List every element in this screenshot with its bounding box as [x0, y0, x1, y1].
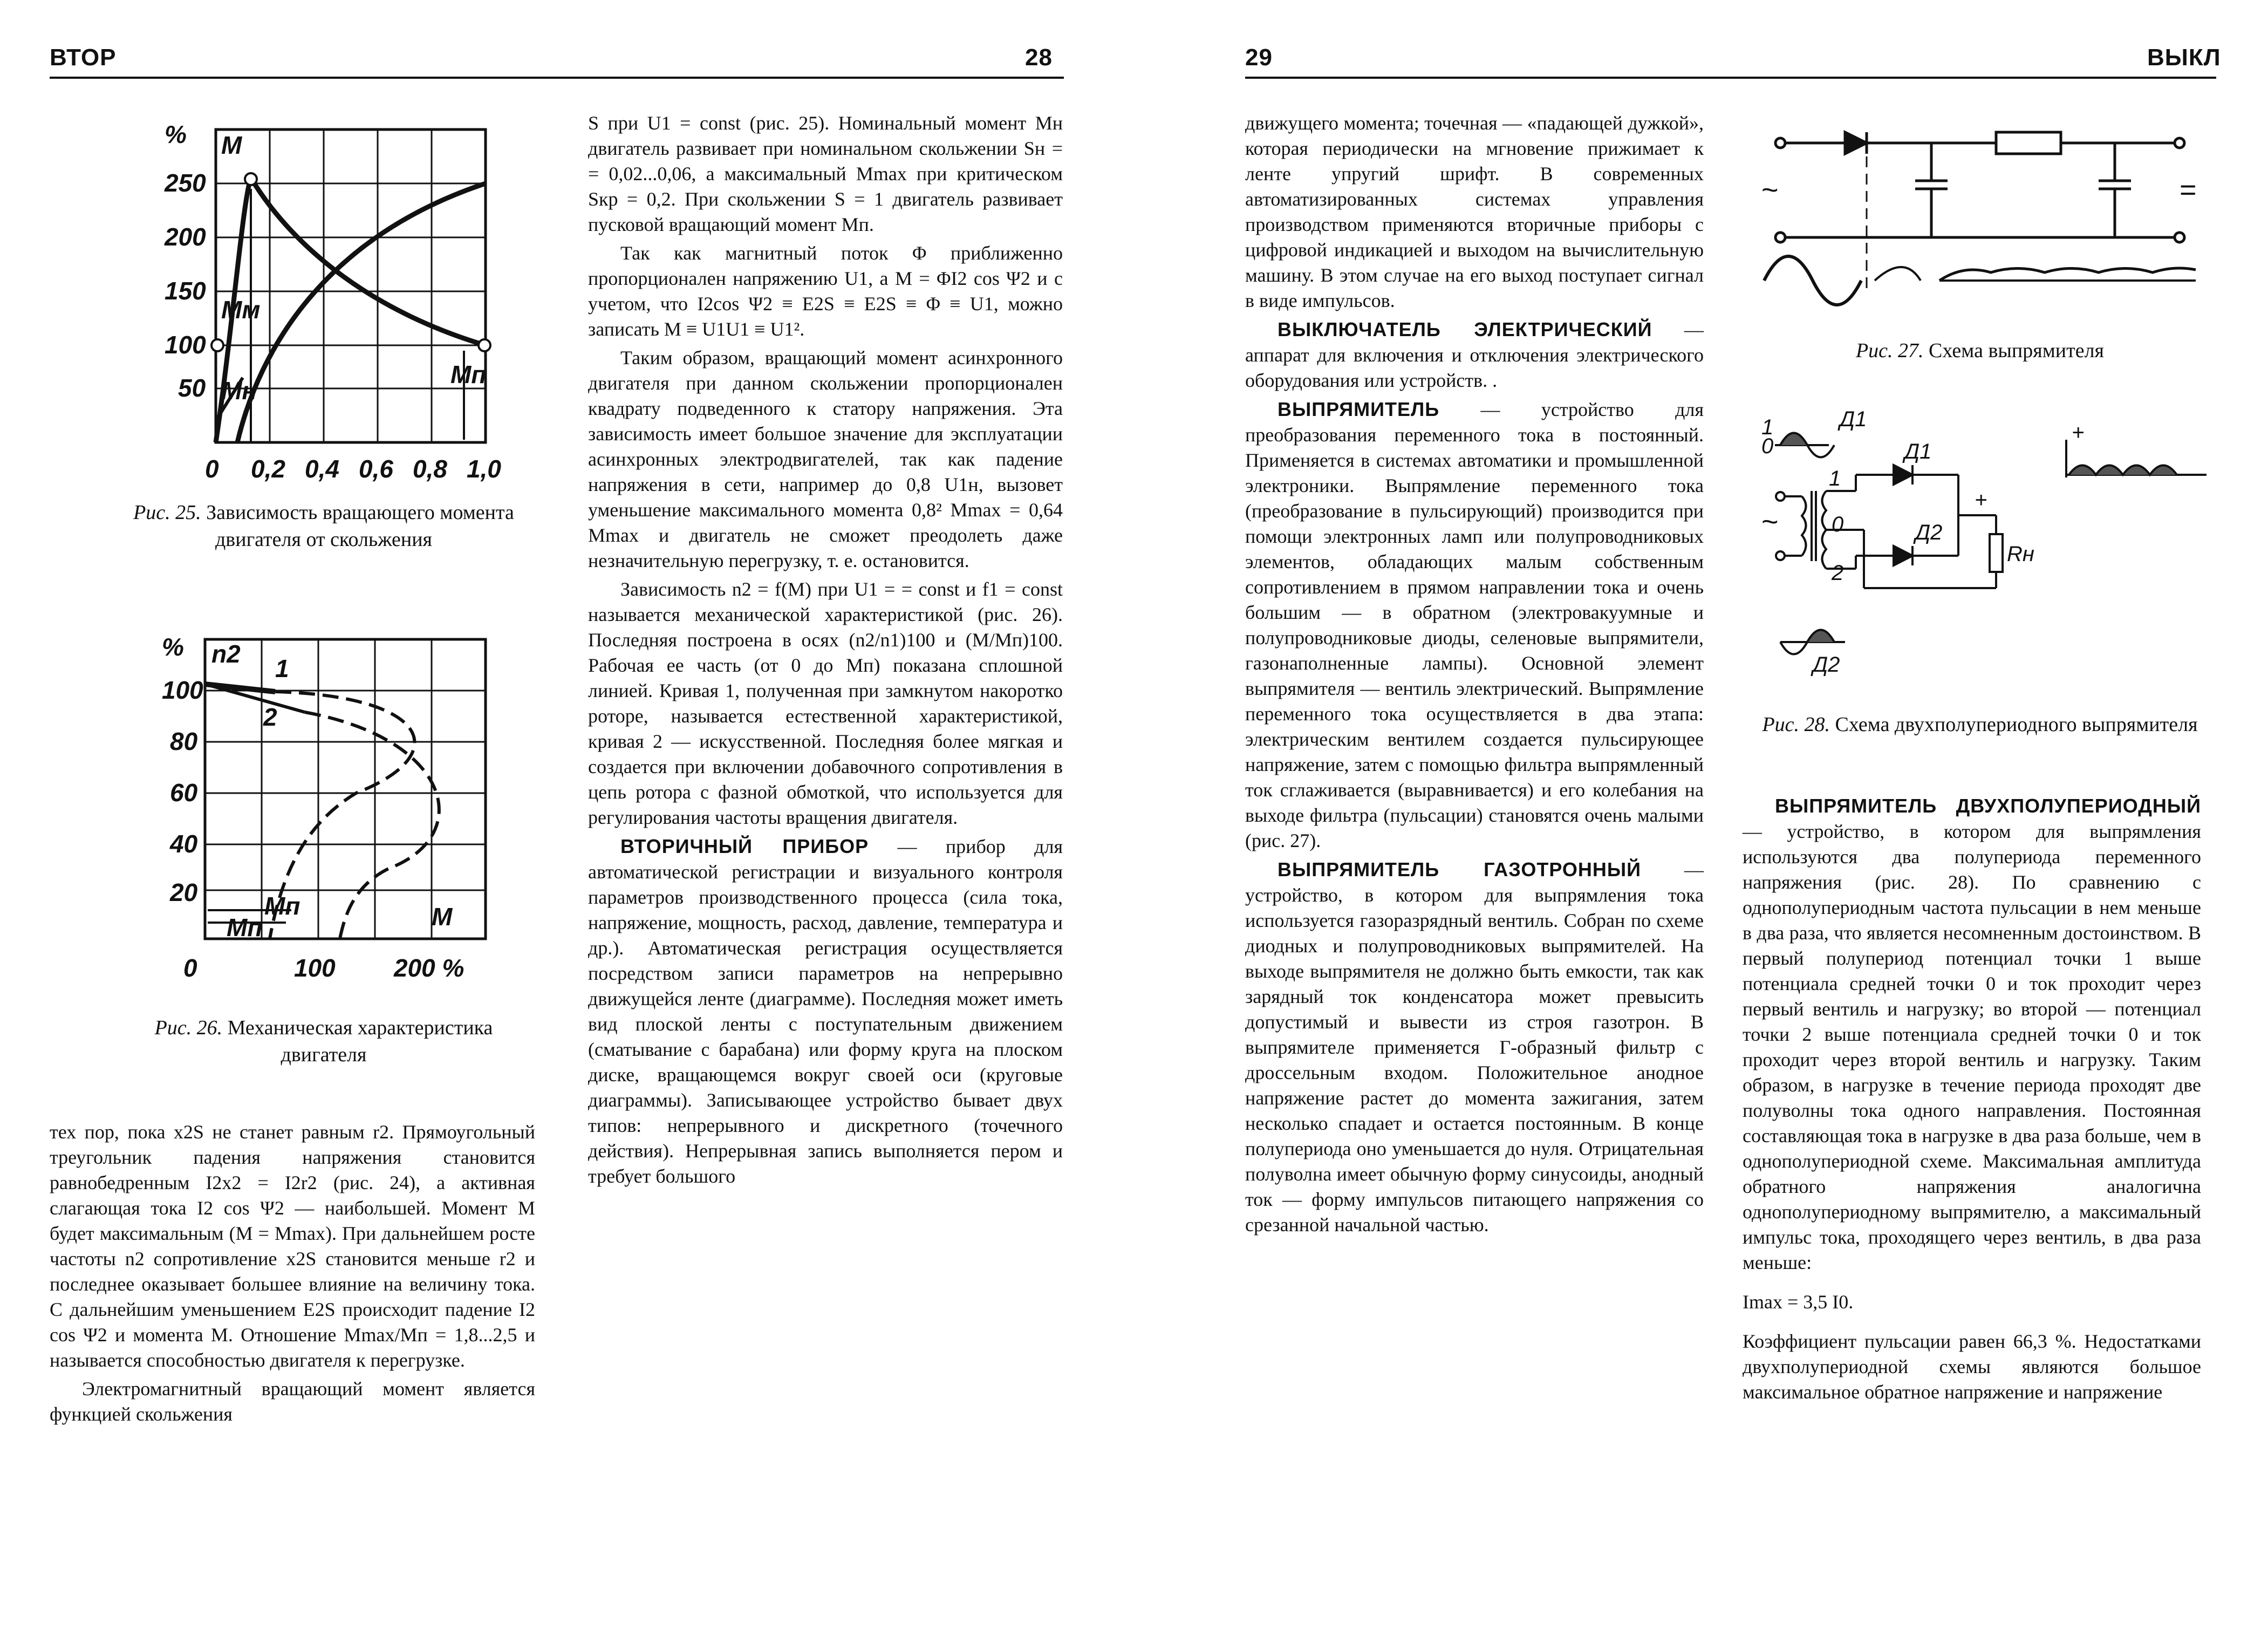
fig28-label-zero: 0 [1761, 434, 1774, 458]
entry-term: ВТОРИЧНЫЙ ПРИБОР [620, 835, 869, 857]
entry-body: — прибор для автоматической регистрации и визуального контроля параметров производственного процесса (сила тока, напряжение, мощность, расход, давление, температура и др.). Автоматическая регистрация осуществляется посредством записи параметров на непрерывно движущейся ленте (диаграмме). Последняя может иметь вид плоской ленты с поступательным движением (сматывание с барабана) или форму круга на плоском диске, вращающемся вокруг своей оси (круговые диаграммы). Записывающее устройство бывает двух типов: непрерывного и дискретного (точечного действия). Непрерывная запись выполняется пером и требует большого [588, 836, 1063, 1187]
right-running-head: ВЫКЛ [2147, 44, 2221, 71]
fig28-label-d1: Д1 [1840, 407, 1867, 431]
column-3-text [1245, 111, 1704, 1238]
right-page-number: 29 [1245, 44, 1273, 71]
fig26-label-mp2: Mп [227, 913, 263, 941]
fig25-x-tick: 0,6 [359, 455, 393, 483]
fig25-x-tick: 0,8 [413, 455, 447, 483]
fig28-label-one-node: 1 [1829, 467, 1841, 490]
fig26-label-mp1: Mп [264, 892, 300, 920]
figure-26-caption-label: Рис. 26. [154, 1016, 223, 1039]
fig25-y-unit: % [165, 120, 187, 148]
fig26-y-tick: 60 [170, 779, 198, 807]
fig25-y-tick: 250 [165, 169, 206, 197]
fig25-y-tick: 100 [165, 331, 206, 359]
col4-paragraph: Коэффициент пульсации равен 66,3 %. Недостатками двухполупериодной схемы являются большое максимальное обратное напряжение и напряжение [1743, 1330, 2201, 1403]
fig25-label-mp: Mп [450, 360, 487, 388]
fig25-y-tick: 200 [165, 223, 206, 251]
fig26-y-tick: 80 [170, 727, 198, 755]
fig26-y-tick: 20 [170, 878, 198, 906]
fig27-ac-symbol: ~ [1761, 174, 1779, 206]
fig26-label-curve2: 2 [263, 703, 277, 731]
fig26-label-curve1: 1 [275, 654, 289, 682]
fig26-y-tick: 40 [170, 830, 198, 858]
fig25-x-tick: 0,4 [305, 455, 339, 483]
figure-28-caption-text: Схема двухполупериодного выпрямителя [1835, 713, 2198, 736]
entry-body: — устройство, в котором для выпрямления используются два полупериода переменного напряжения (рис. 28). По сравнению с однополупериодным частота пульсации в нем меньше в два раза, что является несомненным достоинством. В первый полупериод потенциал точки 1 выше потенциала средней точки 0 и ток проходит через первый вентиль и нагрузку; во второй — потенциал точки 2 выше потенциала средней точки 0 и ток проходит через второй вентиль и нагрузку. Таким образом, в нагрузке в течение периода проходят две полуволны тока одного направления. Постоянная составляющая тока в нагрузке в два раза больше, чем в однополупериодной схеме. Максимальная амплитуда обратного напряжения аналогична однополупериодному выпрямителю, а максимальный импульс тока, проходящего через вентиль, в два раза меньше: [1743, 821, 2201, 1273]
col3-entry-switch [1245, 317, 1704, 393]
entry-body: — устройство, в котором для выпрямления тока используется газоразрядный вентиль. Собран по схеме диодных и полупроводниковых выпрямителей. На выходе выпрямителя не должно быть емкости, так как зарядный ток конденсатора может превысить допустимый и вывести из строя газотрон. В выпрямителе применяется Г-образный фильтр с дроссельным входом. Положительное анодное напряжение растет до момента зажигания, затем несколько спадает и остается постоянным. В конце полупериода оно уменьшается до нуля. Отрицательная полуволна имеет обычную форму синусоиды, анодный ток — форму импульсов питающего напряжения со срезанной начальной частью. [1245, 859, 1704, 1236]
fig26-label-m: M [432, 903, 453, 931]
fig25-y-tick: 150 [165, 277, 206, 305]
entry-term: ВЫКЛЮЧАТЕЛЬ ЭЛЕКТРИЧЕСКИЙ [1278, 318, 1652, 340]
fig28-label-plus-out: + [2072, 421, 2085, 445]
fig28-label-d2-diode: Д2 [1915, 521, 1943, 544]
column-2-text [588, 111, 1063, 1189]
column-1-text [50, 1120, 535, 1427]
right-header-rule [1245, 77, 2216, 79]
fig25-label-mm: Mм [221, 296, 261, 324]
fig25-label-mn: Mн [221, 377, 257, 405]
fig28-label-d1-diode: Д1 [1904, 440, 1932, 463]
entry-term: ВЫПРЯМИТЕЛЬ ДВУХПОЛУПЕРИОДНЫЙ [1775, 795, 2201, 817]
figure-26-caption-text: Механическая характеристика двигателя [227, 1016, 493, 1066]
figure-28-caption-label: Рис. 28. [1762, 713, 1830, 736]
col2-entry-secondary-instrument [588, 834, 1063, 1189]
entry-body: — аппарат для включения и отключения электрического оборудования или устройств. . [1245, 319, 1704, 391]
col4-formula: Imax = 3,5 I0. [1743, 1291, 1854, 1313]
figure-28-schematic [1748, 399, 2212, 691]
figure-25-caption [124, 499, 523, 553]
col1-paragraph: тех пор, пока x2S не станет равным r2. Прямоугольный треугольник падения напряжения становится равнобедренным I2x2 = I2r2 (рис. 24), а активная слагающая тока I2 cos Ψ2 — наибольшей. Момент M будет максимальным (M = Mmax). При дальнейшем росте частоты n2 сопротивление x2S становится меньше r2 и последнее оказывает большее влияние на величину тока. С дальнейшим уменьшением E2S происходит падение I2 cos Ψ2 и момента M. Отношение Mmax/Mп = 1,8...2,5 и называется способностью двигателя к перегрузке. [50, 1121, 535, 1371]
entry-body: — устройство для преобразования переменного тока в постоянный. Применяется в системах автоматики и промышленной электроники. Выпрямление переменного тока (преобразование в пульсирующий) производится при помощи электронных ламп или полупроводниковых элементов, обладающих малым собственным сопротивлением в прямом направлении тока и очень большим — в обратном (электровакуумные и полупроводниковые диоды, селеновые выпрямители, газонаполненные лампы). Основной элемент выпрямителя — вентиль электрический. Выпрямление переменного тока осуществляется в два этапа: электрическим вентилем создается пульсирующее напряжение, затем с помощью фильтра выпрямленный ток сглаживается (выравнивается) и его колебания на выходе фильтра (пульсации) становятся очень малыми (рис. 27). [1245, 399, 1704, 851]
fig25-x-tick: 0,2 [251, 455, 285, 483]
fig26-y-unit: % [162, 633, 184, 661]
fig26-x-tick: 200 % [394, 954, 464, 982]
figure-27-schematic [1759, 119, 2201, 329]
fig26-label-n2: n2 [211, 640, 241, 668]
left-page-number: 28 [1025, 44, 1053, 71]
column-4-text [1743, 793, 2201, 1405]
figure-27-caption-text: Схема выпрямителя [1929, 339, 2105, 362]
fig25-y-tick: 50 [178, 374, 206, 402]
col2-paragraph: S при U1 = const (рис. 25). Номинальный момент Mн двигатель развивает при номинальном скольжении Sн = = 0,02...0,06, а максимальный Mmax при критическом Sкр = 0,2. При скольжении S = 1 двигатель развивает пусковой вращающий момент Mп. [588, 112, 1063, 235]
fig28-label-two-node: 2 [1832, 561, 1844, 585]
col3-paragraph: движущего момента; точечная — «падающей дужкой», которая периодически на мгновение прижимает к ленте упругий шрифт. В современных автоматизированных системах управления производством применяются вторичные приборы с цифровой индикацией и выходом на вычислительную машину. В этом случае на его выход поступает сигнал в виде импульсов. [1245, 112, 1704, 311]
fig28-label-one: 1 [1761, 415, 1774, 439]
fig28-label-rn: Rн [2007, 542, 2034, 566]
fig26-y-tick: 100 [162, 676, 203, 704]
entry-term: ВЫПРЯМИТЕЛЬ ГАЗОТРОННЫЙ [1278, 858, 1641, 881]
fig28-label-d2-wave: Д2 [1813, 653, 1840, 677]
figure-25-caption-label: Рис. 25. [133, 501, 201, 524]
fig27-dc-symbol: = [2180, 174, 2197, 206]
fig26-x-tick: 0 [183, 954, 197, 982]
left-running-head: ВТОР [50, 44, 117, 71]
figure-27-caption [1759, 337, 2201, 364]
col2-paragraph: Так как магнитный поток Φ приближенно пропорционален напряжению U1, а M = ΦI2 cos Ψ2 и с учетом, что I2cos Ψ2 ≡ E2S ≡ E2S ≡ Φ ≡ U1, можно записать M ≡ U1U1 ≡ U1². [588, 242, 1063, 340]
fig25-x-tick: 0 [205, 455, 219, 483]
entry-term: ВЫПРЯМИТЕЛЬ [1278, 398, 1440, 420]
fig28-ac-symbol: ~ [1761, 506, 1779, 538]
figure-28-caption [1743, 711, 2217, 738]
col1-paragraph: Электромагнитный вращающий момент является функцией скольжения [50, 1378, 535, 1425]
figure-27-caption-label: Рис. 27. [1855, 339, 1924, 362]
col2-paragraph: Зависимость n2 = f(M) при U1 = = const и f1 = const называется механической характеристикой (рис. 26). Последняя построена в осях (n2/n1)100 и (M/Mп)100. Рабочая ее часть (от 0 до Mп) показана сплошной линией. Кривая 1, полученная при замкнутом накоротко роторе, называется естественной характеристикой, кривая 2 — искусственной. Последняя более мягкая и создается при включении добавочного сопротивления в цепь ротора с фазной обмоткой, что используется для регулирования частоты вращения двигателя. [588, 578, 1063, 828]
figure-26-chart [162, 631, 529, 987]
col3-entry-gas-rectifier [1245, 857, 1704, 1238]
col3-entry-rectifier [1245, 397, 1704, 854]
fig26-x-tick: 100 [294, 954, 336, 982]
fig25-label-m: M [221, 131, 242, 159]
fig28-label-zero-node: 0 [1832, 513, 1844, 536]
col4-entry-fullwave-rectifier [1743, 793, 2201, 1275]
fig28-label-plus: + [1975, 488, 1987, 512]
figure-26-caption [124, 1014, 523, 1068]
figure-25-chart [162, 119, 507, 491]
fig25-x-tick: 1,0 [467, 455, 501, 483]
col2-paragraph: Таким образом, вращающий момент асинхронного двигателя при данном скольжении пропорционален квадрату подведенного к статору напряжения. Эта зависимость имеет большое значение для эксплуатации асинхронных электродвигателей, так как падение напряжения в сети, например до 0,8 U1н, вызовет уменьшение максимального момента 0,8² Mmax = 0,64 Mmax и двигатель не сможет преодолеть даже незначительную перегрузку, т. е. остановится. [588, 347, 1063, 571]
left-header-rule [50, 77, 1064, 79]
figure-25-caption-text: Зависимость вращающего момента двигателя от скольжения [206, 501, 514, 551]
